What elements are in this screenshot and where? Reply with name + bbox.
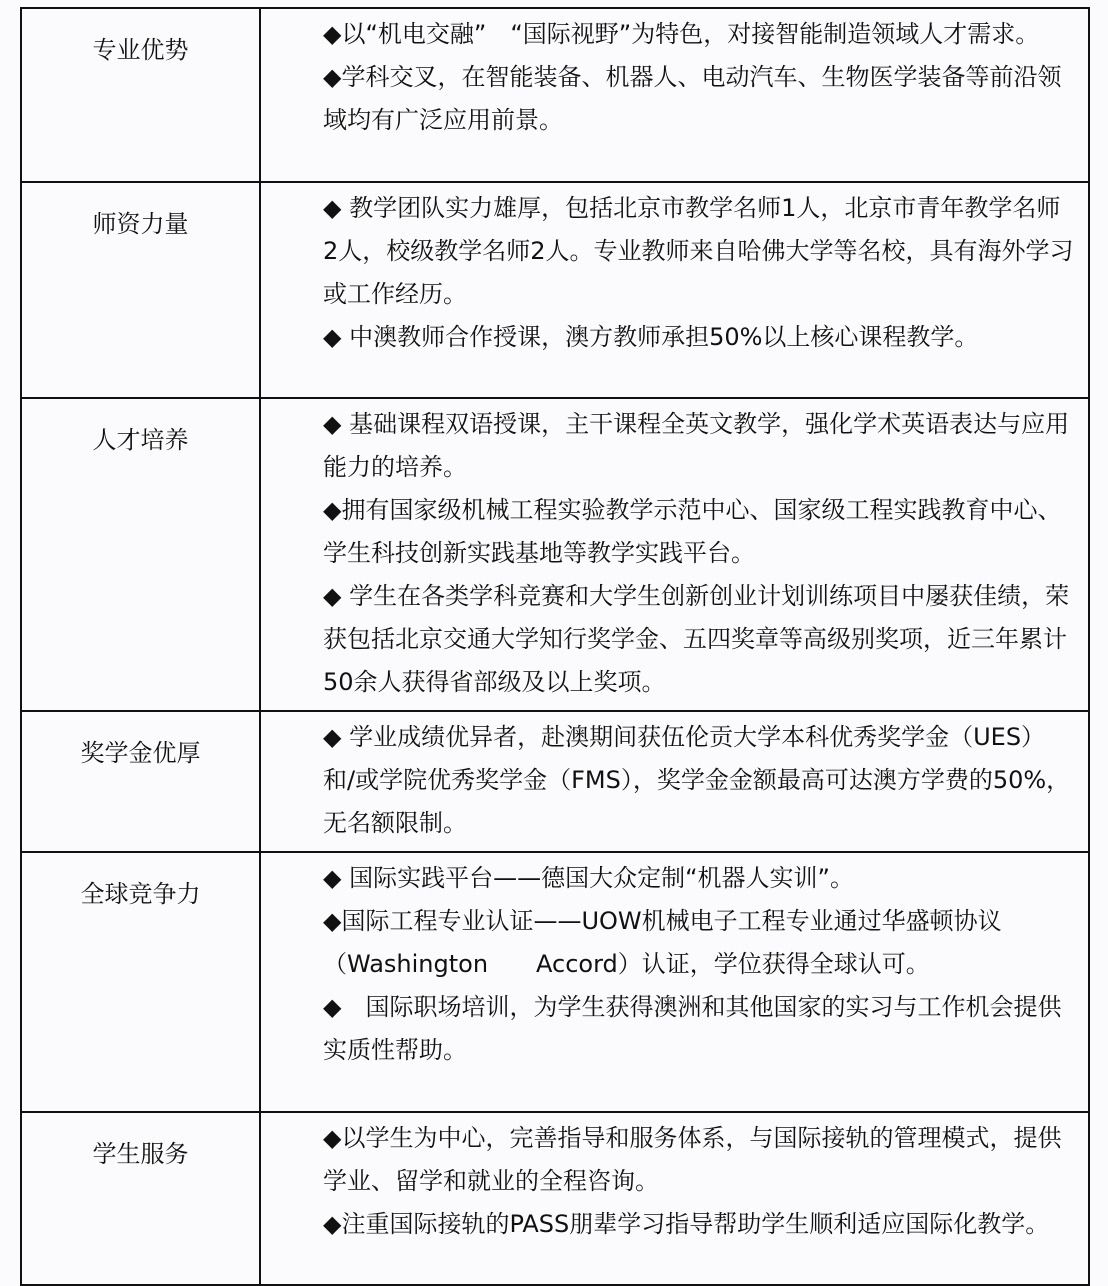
table-row-talent-cultivation (21, 398, 1089, 711)
row-label: 专业优势 (92, 36, 189, 64)
program-features-table (20, 7, 1090, 1286)
paragraph: ◆ 教学团队实力雄厚，包括北京市教学名师1人，北京市青年教学名师2人，校级教学名师2人。专业教师来自哈佛大学等名校，具有海外学习或工作经历。 (323, 194, 1074, 308)
row-content-cell (260, 182, 1089, 398)
paragraph: ◆ 基础课程双语授课，主干课程全英文教学，强化学术英语表达与应用能力的培养。 (323, 410, 1070, 481)
row-content-cell (260, 8, 1089, 182)
paragraph: ◆ 中澳教师合作授课，澳方教师承担50%以上核心课程教学。 (323, 323, 979, 351)
table-row-scholarship (21, 711, 1089, 852)
row-content-cell (260, 852, 1089, 1112)
row-label-cell (21, 8, 260, 182)
row-label-cell (21, 852, 260, 1112)
row-label: 全球竞争力 (80, 880, 201, 908)
paragraph: ◆学科交叉，在智能装备、机器人、电动汽车、生物医学装备等前沿领域均有广泛应用前景。 (323, 63, 1062, 134)
row-content-cell (260, 398, 1089, 711)
row-label: 奖学金优厚 (80, 739, 201, 767)
row-label: 师资力量 (92, 210, 189, 238)
row-content-cell (260, 711, 1089, 852)
table-row-major-advantage (21, 8, 1089, 182)
paragraph: ◆ 学生在各类学科竞赛和大学生创新创业计划训练项目中屡获佳绩，荣获包括北京交通大学知行奖学金、五四奖章等高级别奖项，近三年累计50余人获得省部级及以上奖项。 (323, 582, 1070, 696)
row-label-cell (21, 711, 260, 852)
paragraph: ◆ 国际实践平台——德国大众定制“机器人实训”。 (323, 864, 854, 892)
paragraph: ◆ 学业成绩优异者，赴澳期间获伍伦贡大学本科优秀奖学金（UES）和/或学院优秀奖学金（FMS），奖学金金额最高可达澳方学费的50%，无名额限制。 (323, 723, 1071, 837)
row-label: 学生服务 (92, 1140, 189, 1168)
row-label-cell (21, 398, 260, 711)
row-label: 人才培养 (92, 426, 189, 454)
paragraph: ◆以学生为中心，完善指导和服务体系，与国际接轨的管理模式，提供学业、留学和就业的全程咨询。 (323, 1124, 1062, 1195)
paragraph: ◆拥有国家级机械工程实验教学示范中心、国家级工程实践教育中心、学生科技创新实践基地等教学实践平台。 (323, 496, 1062, 567)
row-label-cell (21, 182, 260, 398)
paragraph: ◆以“机电交融” “国际视野”为特色，对接智能制造领域人才需求。 (323, 20, 1040, 48)
table-row-global-competitiveness (21, 852, 1089, 1112)
row-content-cell (260, 1112, 1089, 1285)
table-row-student-services (21, 1112, 1089, 1285)
paragraph: ◆ 国际职场培训，为学生获得澳洲和其他国家的实习与工作机会提供实质性帮助。 (323, 993, 1062, 1064)
paragraph: ◆国际工程专业认证——UOW机械电子工程专业通过华盛顿协议（Washington Accord）认证，学位获得全球认可。 (323, 907, 1002, 978)
table-row-faculty (21, 182, 1089, 398)
row-label-cell (21, 1112, 260, 1285)
paragraph: ◆注重国际接轨的PASS朋辈学习指导帮助学生顺利适应国际化教学。 (323, 1210, 1050, 1238)
